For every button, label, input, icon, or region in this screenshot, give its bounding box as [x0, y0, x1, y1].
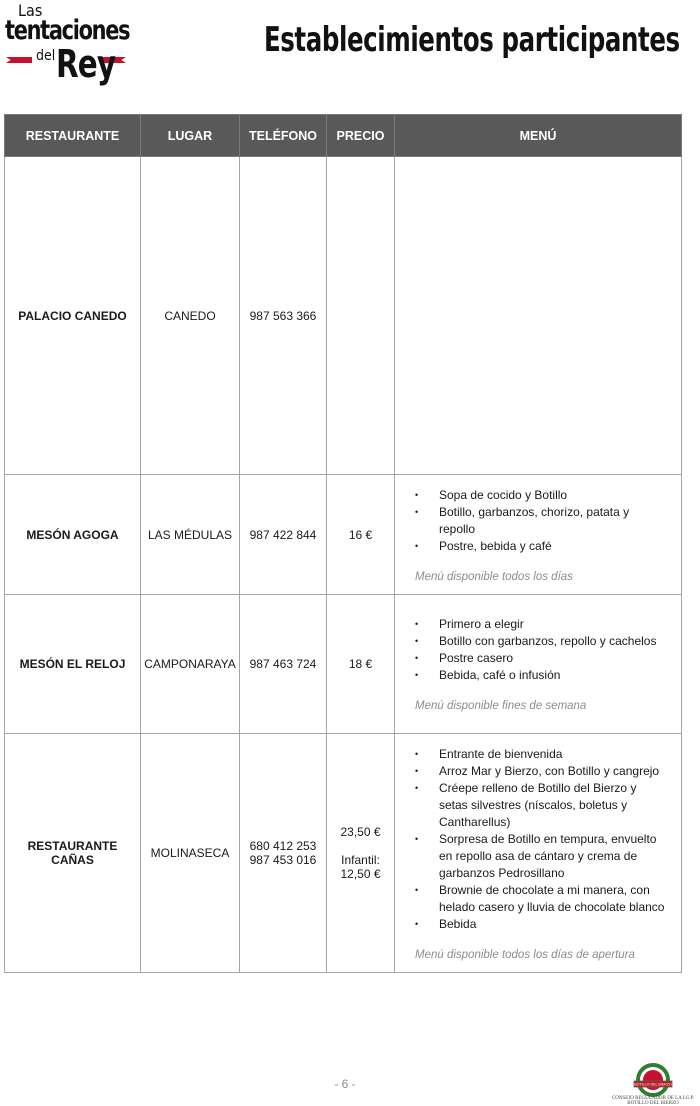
menu-item: • Bebida — [415, 916, 477, 931]
restaurant-place: CANEDO — [141, 157, 240, 475]
table-header-row — [5, 115, 682, 157]
restaurant-name: MESÓN AGOGA — [5, 475, 141, 595]
header-restaurante: RESTAURANTE — [5, 115, 141, 157]
restaurant-menu — [395, 595, 682, 734]
bullet-icon: • — [415, 506, 419, 517]
table-row — [5, 475, 682, 595]
menu-list — [415, 487, 667, 555]
menu-item: • Créepe relleno de Botillo del Bierzo y setas silvestres (níscalos, boletus y Cantharellus) — [415, 780, 637, 829]
menu-item: • Bebida, café o infusión — [415, 668, 561, 682]
restaurant-place: LAS MÉDULAS — [141, 475, 240, 595]
seal-text-2: BOTILLO DEL BIERZO — [627, 1101, 679, 1106]
bullet-icon: • — [415, 833, 419, 844]
bullet-icon: • — [415, 670, 419, 680]
restaurant-price: 18 € — [327, 595, 395, 734]
header-menu: MENÚ — [395, 115, 682, 157]
bullet-icon: • — [415, 653, 419, 663]
bullet-icon: • — [415, 748, 419, 759]
bullet-icon: • — [415, 489, 419, 500]
menu-item: • Sorpresa de Botillo en tempura, envuelto en repollo asa de cántaro y crema de garbanzos Pedrosillano — [415, 831, 657, 880]
establishments-table — [4, 114, 682, 973]
restaurant-price — [327, 157, 395, 475]
restaurant-menu — [395, 157, 682, 475]
restaurant-place: MOLINASECA — [141, 734, 240, 973]
header-lugar: LUGAR — [141, 115, 240, 157]
restaurant-phone: 987 422 844 — [240, 475, 327, 595]
logo-text-las: Las — [18, 1, 43, 20]
ribbon-left — [6, 57, 32, 63]
restaurant-phone: 680 412 253 987 453 016 — [240, 734, 327, 973]
page-title: Establecimientos participantes — [264, 20, 680, 60]
restaurant-name: PALACIO CANEDO — [5, 157, 141, 475]
restaurant-name: RESTAURANTE CAÑAS — [5, 734, 141, 973]
table-row — [5, 734, 682, 973]
availability-note: Menú disponible fines de semana — [415, 700, 587, 712]
bullet-icon: • — [415, 765, 419, 776]
logo-text-rey: Rey — [56, 42, 116, 86]
availability-note: Menú disponible todos los días de apertura — [415, 948, 635, 961]
seal-banner: BOTILLO DEL BIERZO — [634, 1082, 672, 1087]
menu-item: • Postre casero — [415, 651, 514, 665]
menu-item: • Botillo, garbanzos, chorizo, patata y repollo — [415, 504, 630, 536]
header-precio: PRECIO — [327, 115, 395, 157]
logo-text-del: del — [36, 48, 56, 64]
menu-list — [415, 616, 667, 684]
menu-item: • Entrante de bienvenida — [415, 746, 563, 761]
restaurant-price: 16 € — [327, 475, 395, 595]
availability-note: Menú disponible todos los días — [415, 570, 573, 583]
page-number: - 6 - — [334, 1077, 356, 1091]
menu-item: • Primero a elegir — [415, 617, 524, 631]
bullet-icon: • — [415, 782, 419, 793]
restaurant-place: CAMPONARAYA — [141, 595, 240, 734]
logo-text-tentaciones: tentaciones — [5, 15, 130, 46]
restaurant-phone: 987 563 366 — [240, 157, 327, 475]
header-telefono: TELÉFONO — [240, 115, 327, 157]
menu-item: • Arroz Mar y Bierzo, con Botillo y cangrejo — [415, 763, 660, 778]
seal-text-1: CONSEJO REGULADOR DE LA I.G.P. — [611, 1096, 695, 1101]
brand-logo — [2, 0, 128, 94]
botillo-seal-logo — [611, 1060, 695, 1106]
menu-item: • Postre, bebida y café — [415, 538, 552, 553]
restaurant-phone: 987 463 724 — [240, 595, 327, 734]
restaurant-name: MESÓN EL RELOJ — [5, 595, 141, 734]
bullet-icon: • — [415, 619, 419, 629]
restaurant-price: 23,50 € Infantil: 12,50 € — [327, 734, 395, 973]
bullet-icon: • — [415, 540, 419, 551]
bullet-icon: • — [415, 636, 419, 646]
bullet-icon: • — [415, 884, 419, 895]
table-row — [5, 157, 682, 475]
restaurant-menu — [395, 475, 682, 595]
menu-list — [415, 746, 667, 933]
table-row — [5, 595, 682, 734]
menu-item: • Brownie de chocolate a mi manera, con helado casero y lluvia de chocolate blanco — [415, 882, 665, 914]
menu-item: • Sopa de cocido y Botillo — [415, 487, 568, 502]
menu-item: • Botillo con garbanzos, repollo y cachelos — [415, 634, 657, 648]
restaurant-menu — [395, 734, 682, 973]
bullet-icon: • — [415, 918, 419, 929]
